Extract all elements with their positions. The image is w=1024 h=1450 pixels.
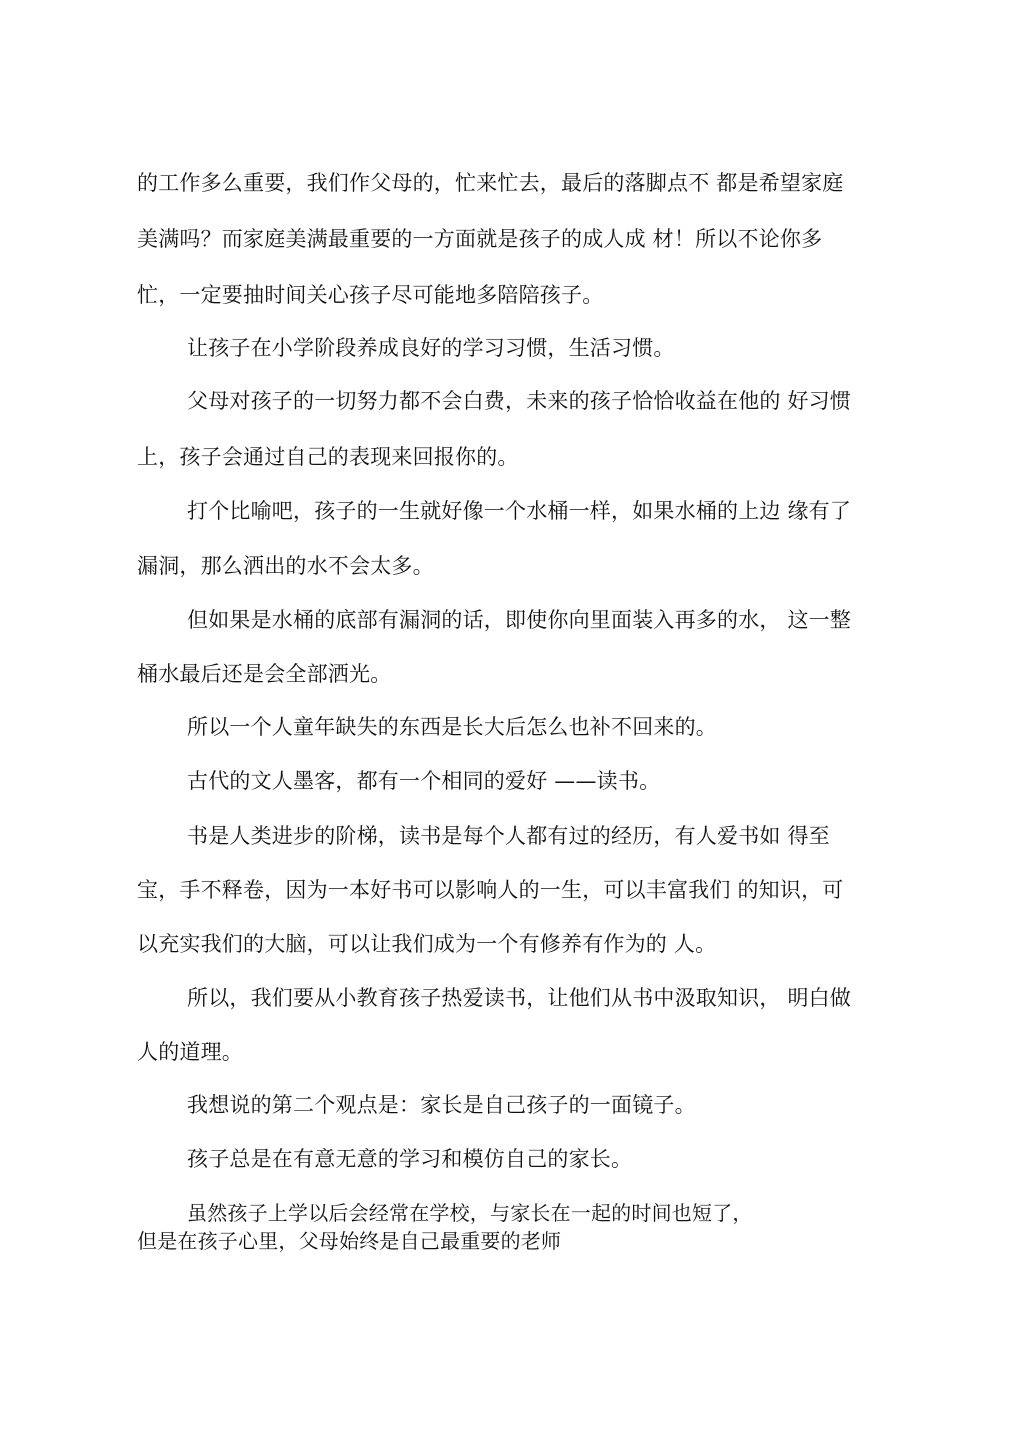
paragraph-line: 古代的文人墨客，都有一个相同的爱好 ——读书。 (187, 769, 661, 793)
text-line: 美满吗？而家庭美满最重要的一方面就是孩子的成人成 材！所以不论你多 (137, 227, 823, 251)
paragraph-line: 但如果是水桶的底部有漏洞的话，即使你向里面装入再多的水， 这一整 (187, 608, 852, 632)
paragraph-line: 虽然孩子上学以后会经常在学校，与家长在一起的时间也短了， (187, 1201, 753, 1225)
text-line: 忙，一定要抽时间关心孩子尽可能地多陪陪孩子。 (137, 283, 604, 307)
paragraph-line: 打个比喻吧，孩子的一生就好像一个水桶一样，如果水桶的上边 缘有了 (187, 499, 852, 523)
text-line: 宝，手不释卷，因为一本好书可以影响人的一生，可以丰富我们 的知识，可 (137, 878, 844, 902)
text-line: 以充实我们的大脑，可以让我们成为一个有修养有作为的 人。 (137, 932, 717, 956)
text-line: 桶水最后还是会全部洒光。 (137, 662, 392, 686)
text-line: 漏洞，那么洒出的水不会太多。 (137, 554, 434, 578)
text-line: 人的道理。 (137, 1040, 243, 1064)
paragraph-line: 所以一个人童年缺失的东西是长大后怎么也补不回来的。 (187, 715, 717, 739)
paragraph-line: 让孩子在小学阶段养成良好的学习习惯，生活习惯。 (187, 336, 675, 360)
paragraph-line: 书是人类进步的阶梯，读书是每个人都有过的经历，有人爱书如 得至 (187, 824, 830, 848)
text-line: 但是在孩子心里，父母始终是自己最重要的老师 (137, 1229, 562, 1253)
text-line: 的工作多么重要，我们作父母的，忙来忙去，最后的落脚点不 都是希望家庭 (137, 171, 844, 195)
paragraph-line: 我想说的第二个观点是：家长是自己孩子的一面镜子。 (187, 1093, 696, 1117)
text-line: 上，孩子会通过自己的表现来回报你的。 (137, 445, 519, 469)
paragraph-line: 孩子总是在有意无意的学习和模仿自己的家长。 (187, 1147, 633, 1171)
paragraph-line: 所以，我们要从小教育孩子热爱读书，让他们从书中汲取知识， 明白做 (187, 986, 852, 1010)
paragraph-line: 父母对孩子的一切努力都不会白费，未来的孩子恰恰收益在他的 好习惯 (187, 389, 852, 413)
